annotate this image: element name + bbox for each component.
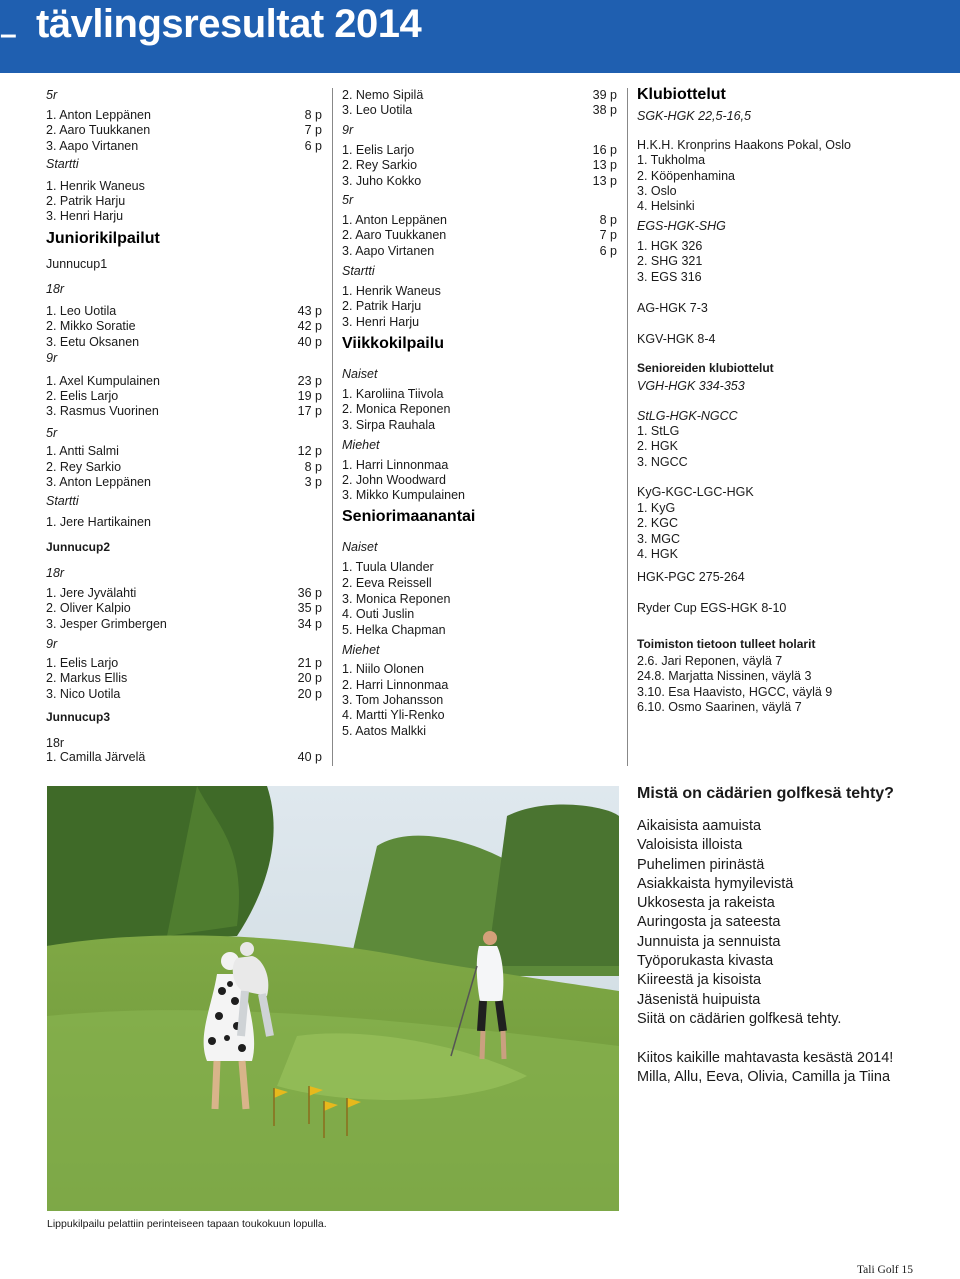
poem-line: Aikaisista aamuista xyxy=(637,818,762,834)
row-label: 18r xyxy=(46,736,65,750)
result-row xyxy=(342,87,617,103)
row-label: 3. Sirpa Rauhala xyxy=(342,418,436,432)
row-label: 4. Outi Juslin xyxy=(342,607,415,621)
result-label xyxy=(637,668,917,684)
result-label xyxy=(46,350,322,366)
section-heading xyxy=(46,709,322,725)
result-label xyxy=(46,565,322,581)
row-points: 40 p xyxy=(297,335,322,349)
row-label: 5r xyxy=(46,426,58,440)
row-points: 35 p xyxy=(297,601,322,615)
results-column-3 xyxy=(637,87,917,727)
result-label xyxy=(637,253,917,269)
result-label xyxy=(637,331,917,347)
row-label: 24.8. Marjatta Nissinen, väylä 3 xyxy=(637,669,812,683)
row-points: 6 p xyxy=(599,244,617,258)
result-label xyxy=(637,218,917,234)
thanks-line: Milla, Allu, Eeva, Olivia, Camilla ja Tiina xyxy=(637,1069,891,1086)
row-points: 17 p xyxy=(297,404,322,418)
row-points: 42 p xyxy=(297,319,322,333)
row-label: 2. Kööpenhamina xyxy=(637,169,735,183)
row-label: Junnucup1 xyxy=(46,257,108,271)
result-label xyxy=(342,692,617,708)
result-label xyxy=(46,193,322,209)
row-label: Viikkokilpailu xyxy=(342,335,444,352)
result-row xyxy=(46,585,322,601)
row-label: Startti xyxy=(342,264,375,278)
row-points: 36 p xyxy=(297,586,322,600)
row-label: 2. Rey Sarkio xyxy=(46,460,122,474)
section-heading xyxy=(637,360,917,376)
row-points: 13 p xyxy=(592,158,617,172)
row-label: H.K.H. Kronprins Haakons Pokal, Oslo xyxy=(637,138,851,152)
row-points: 20 p xyxy=(297,671,322,685)
result-label xyxy=(637,238,917,254)
row-label: 1. Tukholma xyxy=(637,153,706,167)
result-row xyxy=(46,616,322,632)
result-label xyxy=(342,283,617,299)
row-label: 1. Eelis Larjo xyxy=(342,143,415,157)
row-label: 2. Monica Reponen xyxy=(342,402,451,416)
row-label: 3. EGS 316 xyxy=(637,270,702,284)
row-label: Startti xyxy=(46,494,79,508)
row-label: 3. NGCC xyxy=(637,455,688,469)
row-label: 1. Jere Jyvälahti xyxy=(46,586,137,600)
result-label xyxy=(637,269,917,285)
row-points: 23 p xyxy=(297,374,322,388)
row-points: 7 p xyxy=(599,228,617,242)
row-label: Klubiottelut xyxy=(637,86,726,103)
row-label: Miehet xyxy=(342,438,380,452)
result-label xyxy=(46,178,322,194)
row-points: 20 p xyxy=(297,687,322,701)
row-label: 2. Harri Linnonmaa xyxy=(342,678,449,692)
result-label xyxy=(637,198,917,214)
row-label: 2. Aaro Tuukkanen xyxy=(46,123,151,137)
row-label: 9r xyxy=(342,123,354,137)
row-label: 2. Eelis Larjo xyxy=(46,389,119,403)
row-label: 3. Aapo Virtanen xyxy=(342,244,435,258)
row-label: AG-HGK 7-3 xyxy=(637,301,708,315)
result-row xyxy=(46,122,322,138)
result-row xyxy=(46,403,322,419)
row-label: 2. Rey Sarkio xyxy=(342,158,418,172)
result-row xyxy=(46,388,322,404)
result-label xyxy=(637,569,917,585)
poem-line: Junnuista ja sennuista xyxy=(637,933,781,950)
row-label: 3.10. Esa Haavisto, HGCC, väylä 9 xyxy=(637,685,833,699)
result-label xyxy=(342,707,617,723)
result-label xyxy=(637,137,917,153)
result-label xyxy=(46,636,322,652)
result-label xyxy=(46,208,322,224)
row-label: 1. Henrik Waneus xyxy=(46,179,145,193)
row-label: 4. Martti Yli-Renko xyxy=(342,708,445,722)
row-label: 2. HGK xyxy=(637,439,678,453)
row-label: 9r xyxy=(46,637,58,651)
result-label xyxy=(342,642,617,658)
row-label: 2. Nemo Sipilä xyxy=(342,88,424,102)
row-label: Senioreiden klubiottelut xyxy=(637,361,774,375)
row-points: 8 p xyxy=(599,213,617,227)
row-label: 3. Henri Harju xyxy=(46,209,124,223)
result-label xyxy=(342,401,617,417)
page-footer: Tali Golf 15 xyxy=(856,1264,913,1276)
result-label xyxy=(342,298,617,314)
thanks-text xyxy=(637,1049,893,1088)
result-row xyxy=(46,373,322,389)
row-label: 2. Eeva Reissell xyxy=(342,576,432,590)
row-points: 7 p xyxy=(304,123,322,137)
row-label: 1. KyG xyxy=(637,501,676,515)
poem-lines xyxy=(637,817,841,1029)
row-label: 1. Henrik Waneus xyxy=(342,284,441,298)
result-label xyxy=(637,500,917,516)
row-points: 38 p xyxy=(592,103,617,117)
row-label: 1. Niilo Olonen xyxy=(342,662,424,676)
poem-line: Jäsenistä huipuista xyxy=(637,991,761,1008)
result-row xyxy=(46,686,322,702)
row-label: 1. StLG xyxy=(637,424,680,438)
row-label: Startti xyxy=(46,157,79,171)
banner-dash: – xyxy=(0,18,17,51)
row-label: 2.6. Jari Reponen, väylä 7 xyxy=(637,654,783,668)
row-label: 3. Anton Leppänen xyxy=(46,475,151,489)
result-row xyxy=(342,157,617,173)
row-label: 1. Leo Uotila xyxy=(46,304,117,318)
row-label: 3. Jesper Grimbergen xyxy=(46,617,167,631)
result-label xyxy=(637,653,917,669)
row-label: 2. Patrik Harju xyxy=(46,194,126,208)
result-label xyxy=(637,183,917,199)
section-heading xyxy=(637,636,917,652)
row-label: 3. Eetu Oksanen xyxy=(46,335,140,349)
result-label xyxy=(342,591,617,607)
result-label xyxy=(637,152,917,168)
poem-line: Auringosta ja sateesta xyxy=(637,914,781,931)
result-label xyxy=(342,661,617,677)
poem-line: Puhelimen pirinästä xyxy=(637,856,765,873)
row-label: 2. Oliver Kalpio xyxy=(46,601,131,615)
row-label: Naiset xyxy=(342,367,378,381)
result-label xyxy=(342,472,617,488)
row-label: 2. KGC xyxy=(637,516,678,530)
row-label: 18r xyxy=(46,566,65,580)
section-heading xyxy=(637,87,917,109)
result-row xyxy=(342,227,617,243)
row-label: Junnucup2 xyxy=(46,540,111,554)
poem-line: Kiireestä ja kisoista xyxy=(637,972,762,989)
result-row xyxy=(342,102,617,118)
row-label: 5r xyxy=(46,88,58,102)
row-label: Juniorikilpailut xyxy=(46,230,160,247)
result-label xyxy=(342,314,617,330)
row-label: Ryder Cup EGS-HGK 8-10 xyxy=(637,601,787,615)
result-label xyxy=(342,366,617,382)
result-label xyxy=(342,386,617,402)
result-label xyxy=(342,559,617,575)
row-label: 4. HGK xyxy=(637,547,678,561)
row-label: 3. MGC xyxy=(637,532,681,546)
result-row xyxy=(46,107,322,123)
result-label xyxy=(46,493,322,509)
row-label: 1. Harri Linnonmaa xyxy=(342,458,449,472)
row-label: 3. Henri Harju xyxy=(342,315,420,329)
result-label xyxy=(342,437,617,453)
result-label xyxy=(342,457,617,473)
result-label xyxy=(637,378,917,394)
poem-title: Mistä on cädärien golfkesä tehty? xyxy=(637,785,894,802)
row-label: 3. Juho Kokko xyxy=(342,174,422,188)
result-row xyxy=(46,303,322,319)
row-label: 3. Oslo xyxy=(637,184,677,198)
result-row xyxy=(46,655,322,671)
row-points: 6 p xyxy=(304,139,322,153)
row-label: 2. John Woodward xyxy=(342,473,446,487)
row-label: 3. Mikko Kumpulainen xyxy=(342,488,465,502)
row-points: 43 p xyxy=(297,304,322,318)
row-label: 1. Karoliina Tiivola xyxy=(342,387,444,401)
row-label: 4. Helsinki xyxy=(637,199,695,213)
result-row xyxy=(342,142,617,158)
result-label xyxy=(342,417,617,433)
page-title: tävlingsresultat 2014 xyxy=(36,2,422,46)
result-label xyxy=(342,192,617,208)
result-label xyxy=(637,300,917,316)
row-points: 40 p xyxy=(297,750,322,764)
result-label xyxy=(46,156,322,172)
poem-line: Ukkosesta ja rakeista xyxy=(637,895,775,912)
result-label xyxy=(637,699,917,715)
row-label: 3. Aapo Virtanen xyxy=(46,139,139,153)
row-label: 2. SHG 321 xyxy=(637,254,703,268)
result-label xyxy=(342,263,617,279)
row-label: 1. HGK 326 xyxy=(637,239,703,253)
row-label: 5. Aatos Malkki xyxy=(342,724,427,738)
row-label: 3. Leo Uotila xyxy=(342,103,413,117)
poem-line: Asiakkaista hymyilevistä xyxy=(637,875,794,892)
row-label: 1. Camilla Järvelä xyxy=(46,750,146,764)
result-label xyxy=(637,531,917,547)
row-label: 6.10. Osmo Saarinen, väylä 7 xyxy=(637,700,802,714)
result-row xyxy=(46,749,322,765)
row-label: 9r xyxy=(46,351,58,365)
result-label xyxy=(637,484,917,500)
result-row xyxy=(46,443,322,459)
row-label: HGK-PGC 275-264 xyxy=(637,570,745,584)
result-label xyxy=(637,168,917,184)
row-label: 3. Rasmus Vuorinen xyxy=(46,404,159,418)
row-label: 5. Helka Chapman xyxy=(342,623,446,637)
result-label xyxy=(637,438,917,454)
row-points: 34 p xyxy=(297,617,322,631)
result-row xyxy=(46,670,322,686)
thanks-line: Kiitos kaikille mahtavasta kesästä 2014! xyxy=(637,1050,894,1066)
result-row xyxy=(342,243,617,259)
result-label xyxy=(342,539,617,555)
row-label: 5r xyxy=(342,193,354,207)
result-label xyxy=(342,622,617,638)
result-label xyxy=(637,600,917,616)
row-label: Miehet xyxy=(342,643,380,657)
column-divider xyxy=(332,88,333,766)
result-row xyxy=(342,212,617,228)
row-label: SGK-HGK 22,5-16,5 xyxy=(637,109,751,123)
photo-caption: Lippukilpailu pelattiin perinteiseen tapaan toukokuun lopulla. xyxy=(47,1218,327,1230)
row-label: KyG-KGC-LGC-HGK xyxy=(637,485,754,499)
row-label: 18r xyxy=(46,282,65,296)
result-row xyxy=(46,318,322,334)
result-row xyxy=(46,459,322,475)
result-label xyxy=(342,487,617,503)
row-label: 2. Markus Ellis xyxy=(46,671,128,685)
row-label: 2. Aaro Tuukkanen xyxy=(342,228,447,242)
result-label xyxy=(637,546,917,562)
row-label: Seniorimaanantai xyxy=(342,508,476,525)
row-label: 1. Jere Hartikainen xyxy=(46,515,151,529)
row-label: EGS-HGK-SHG xyxy=(637,219,726,233)
header-banner xyxy=(0,0,960,73)
row-label: Junnucup3 xyxy=(46,710,111,724)
result-label xyxy=(637,408,917,424)
result-row xyxy=(46,334,322,350)
row-points: 12 p xyxy=(297,444,322,458)
row-label: 3. Monica Reponen xyxy=(342,592,451,606)
row-label: 1. Tuula Ulander xyxy=(342,560,434,574)
result-row xyxy=(46,600,322,616)
row-label: Naiset xyxy=(342,540,378,554)
row-points: 13 p xyxy=(592,174,617,188)
row-label: 2. Patrik Harju xyxy=(342,299,422,313)
row-label: KGV-HGK 8-4 xyxy=(637,332,716,346)
result-label xyxy=(637,515,917,531)
row-label: 1. Antti Salmi xyxy=(46,444,119,458)
row-points: 39 p xyxy=(592,88,617,102)
row-label: 1. Anton Leppänen xyxy=(46,108,151,122)
result-label xyxy=(46,514,322,530)
poem-line: Siitä on cädärien golfkesä tehty. xyxy=(637,1010,842,1027)
result-row xyxy=(342,173,617,189)
row-points: 19 p xyxy=(297,389,322,403)
result-row xyxy=(46,474,322,490)
poem-line: Valoisista illoista xyxy=(637,837,743,854)
row-points: 8 p xyxy=(304,460,322,474)
section-heading xyxy=(46,231,322,253)
result-label xyxy=(342,677,617,693)
section-heading xyxy=(342,509,617,531)
row-points: 3 p xyxy=(304,475,322,489)
golf-photo xyxy=(47,786,619,1211)
result-label xyxy=(46,425,322,441)
row-label: 1. Eelis Larjo xyxy=(46,656,119,670)
section-heading xyxy=(342,336,617,358)
section-heading xyxy=(46,539,322,555)
row-label: 3. Nico Uotila xyxy=(46,687,121,701)
results-column-1 xyxy=(46,87,322,777)
column-divider xyxy=(627,88,628,766)
result-label xyxy=(637,454,917,470)
row-points: 8 p xyxy=(304,108,322,122)
row-label: VGH-HGK 334-353 xyxy=(637,379,745,393)
row-label: StLG-HGK-NGCC xyxy=(637,409,738,423)
result-label xyxy=(342,122,617,138)
result-row xyxy=(46,138,322,154)
result-label xyxy=(342,606,617,622)
row-label: 3. Tom Johansson xyxy=(342,693,444,707)
result-label xyxy=(637,423,917,439)
results-column-2 xyxy=(342,87,617,747)
poem-line: Työporukasta kivasta xyxy=(637,953,774,970)
row-points: 16 p xyxy=(592,143,617,157)
result-label xyxy=(46,281,322,297)
row-label: 1. Anton Leppänen xyxy=(342,213,447,227)
row-points: 21 p xyxy=(297,656,322,670)
result-label xyxy=(637,108,917,124)
row-label: 2. Mikko Soratie xyxy=(46,319,136,333)
row-label: 1. Axel Kumpulainen xyxy=(46,374,160,388)
result-label xyxy=(46,256,322,272)
result-label xyxy=(342,575,617,591)
row-label: Toimiston tietoon tulleet holarit xyxy=(637,637,816,651)
result-label xyxy=(637,684,917,700)
result-label xyxy=(342,723,617,739)
result-label xyxy=(46,87,322,103)
